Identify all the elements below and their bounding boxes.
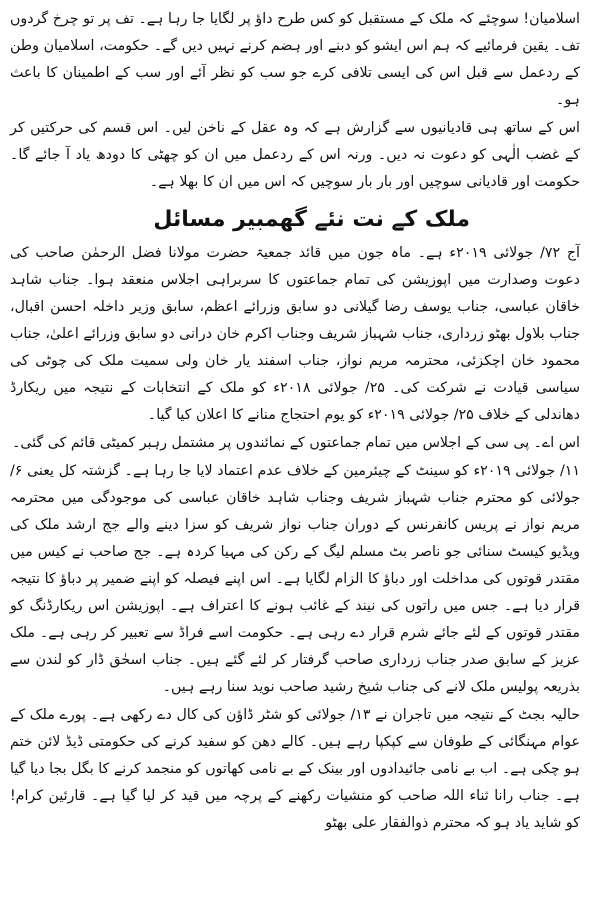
section-heading: ملک کے نت نئے گھمبیر مسائل: [153, 207, 470, 232]
paragraph: اس اے۔ پی سی کے اجلاس میں تمام جماعتوں کے نمائندوں پر مشتمل رہبر کمیٹی قائم کی گئی۔: [12, 435, 580, 451]
paragraph: آج ۷۲/ جولائی ۲۰۱۹ء ہے۔ ماہ جون میں قائد جمعیۃ حضرت مولانا فضل الرحمٰن صاحب کی دعوت وصدارت میں اپوزیشن کی تمام جماعتوں کا سربراہی اجلاس منعقد ہوا۔ جناب شاہد خاقان عباسی، جناب یوسف رضا گیلانی دو سابق وزرائے اعظم، سابق وزیر داخلہ احسن اقبال، جناب بلاول بھٹو زرداری، جناب شہباز شریف وجناب اکرم خان درانی دو سابق وزرائے اعلیٰ، جناب محمود خان اچکزئی، محترمہ مریم نواز، جناب اسفند یار خان ولی سمیت ملک کی چوٹی کی سیاسی قیادت نے شرکت کی۔ ۲۵/ جولائی ۲۰۱۸ء کو ملک کے انتخابات کے نتیجہ میں ریکارڈ دھاندلی کے خلاف ۲۵/ جولائی ۲۰۱۹ء کو یوم احتجاج منانے کا اعلان کیا گیا۔: [10, 245, 580, 423]
paragraph: اسلامیان! سوچئے کہ ملک کے مستقبل کو کس طرح داؤ پر لگایا جا رہا ہے۔ تف پر تو چرخ گردوں تف۔ یقین فرمائیے کہ ہم اس ایشو کو دبنے اور ہضم کرنے نہیں دیں گے۔ حکومت، اسلامیان وطن کے ردعمل سے قبل اس کی ایسی تلافی کرے جو سب کو نظر آئے اور سب کے اطمینان کا باعث ہو۔: [10, 11, 580, 108]
paragraph: ۱۱/ جولائی ۲۰۱۹ء کو سینٹ کے چیئرمین کے خلاف عدم اعتماد لایا جا رہا ہے۔ گزشتہ کل یعنی ۶/ جولائی کو محترم جناب شہباز شریف وجناب شاہد خاقان عباسی کی موجودگی میں محترمہ مریم نواز نے پریس کانفرنس کے دوران جناب نواز شریف کو سزا دینے والے جج ارشد ملک کی ویڈیو کیسٹ سنائی جو ناصر بٹ مسلم لیگ کے رکن کی مہیا کردہ ہے۔ جج صاحب نے کیس میں مقتدر قوتوں کی مداخلت اور دباؤ کا الزام لگایا ہے۔ اس اپنے فیصلہ کو اپنے ضمیر پر دباؤ کا نتیجہ قرار دیا ہے۔ جس میں راتوں کی نیند کے غائب ہونے کا اعتراف ہے۔ اپوزیشن اس ریکارڈنگ کو مقتدر قوتوں کے لئے جائے شرم قرار دے رہی ہے۔ حکومت اسے فراڈ سے تعبیر کر رہی ہے۔ ملک عزیز کے سابق صدر جناب زرداری صاحب گرفتار کر لئے گئے ہیں۔ جناب اسحٰق ڈار کو لندن سے بذریعہ پولیس ملک لانے کی جناب شیخ رشید صاحب نوید سنا رہے ہیں۔: [10, 463, 580, 695]
paragraph: اس کے ساتھ ہی قادیانیوں سے گزارش ہے کہ وہ عقل کے ناخن لیں۔ اس قسم کی حرکتیں کر کے غضب الٰہی کو دعوت نہ دیں۔ ورنہ اس کے ردعمل میں ان کو چھٹی کا دودھ یاد آ جائے گا۔ حکومت اور قادیانی سوچیں اور بار بار سوچیں کہ اس میں ان کا بھلا ہے۔: [10, 120, 580, 190]
paragraph: حالیہ بجٹ کے نتیجہ میں تاجران نے ۱۳/ جولائی کو شٹر ڈاؤن کی کال دے رکھی ہے۔ پورے ملک کے عوام مہنگائی کے طوفان سے کپکپا رہے ہیں۔ کالے دھن کو سفید کرنے کی حکومتی ڈیڈ لائن ختم ہو چکی ہے۔ اب بے نامی جائیدادوں اور بینک کے بے نامی کھاتوں کو منجمد کرنے کا بگل بجا دیا گیا ہے۔ جناب رانا ثناء اللہ صاحب کو منشیات رکھنے کے پرچہ میں قید کر لیا گیا ہے۔ قارئین کرام! کو شاید یاد ہو کہ محترم ذوالفقار علی بھٹو: [10, 707, 580, 831]
